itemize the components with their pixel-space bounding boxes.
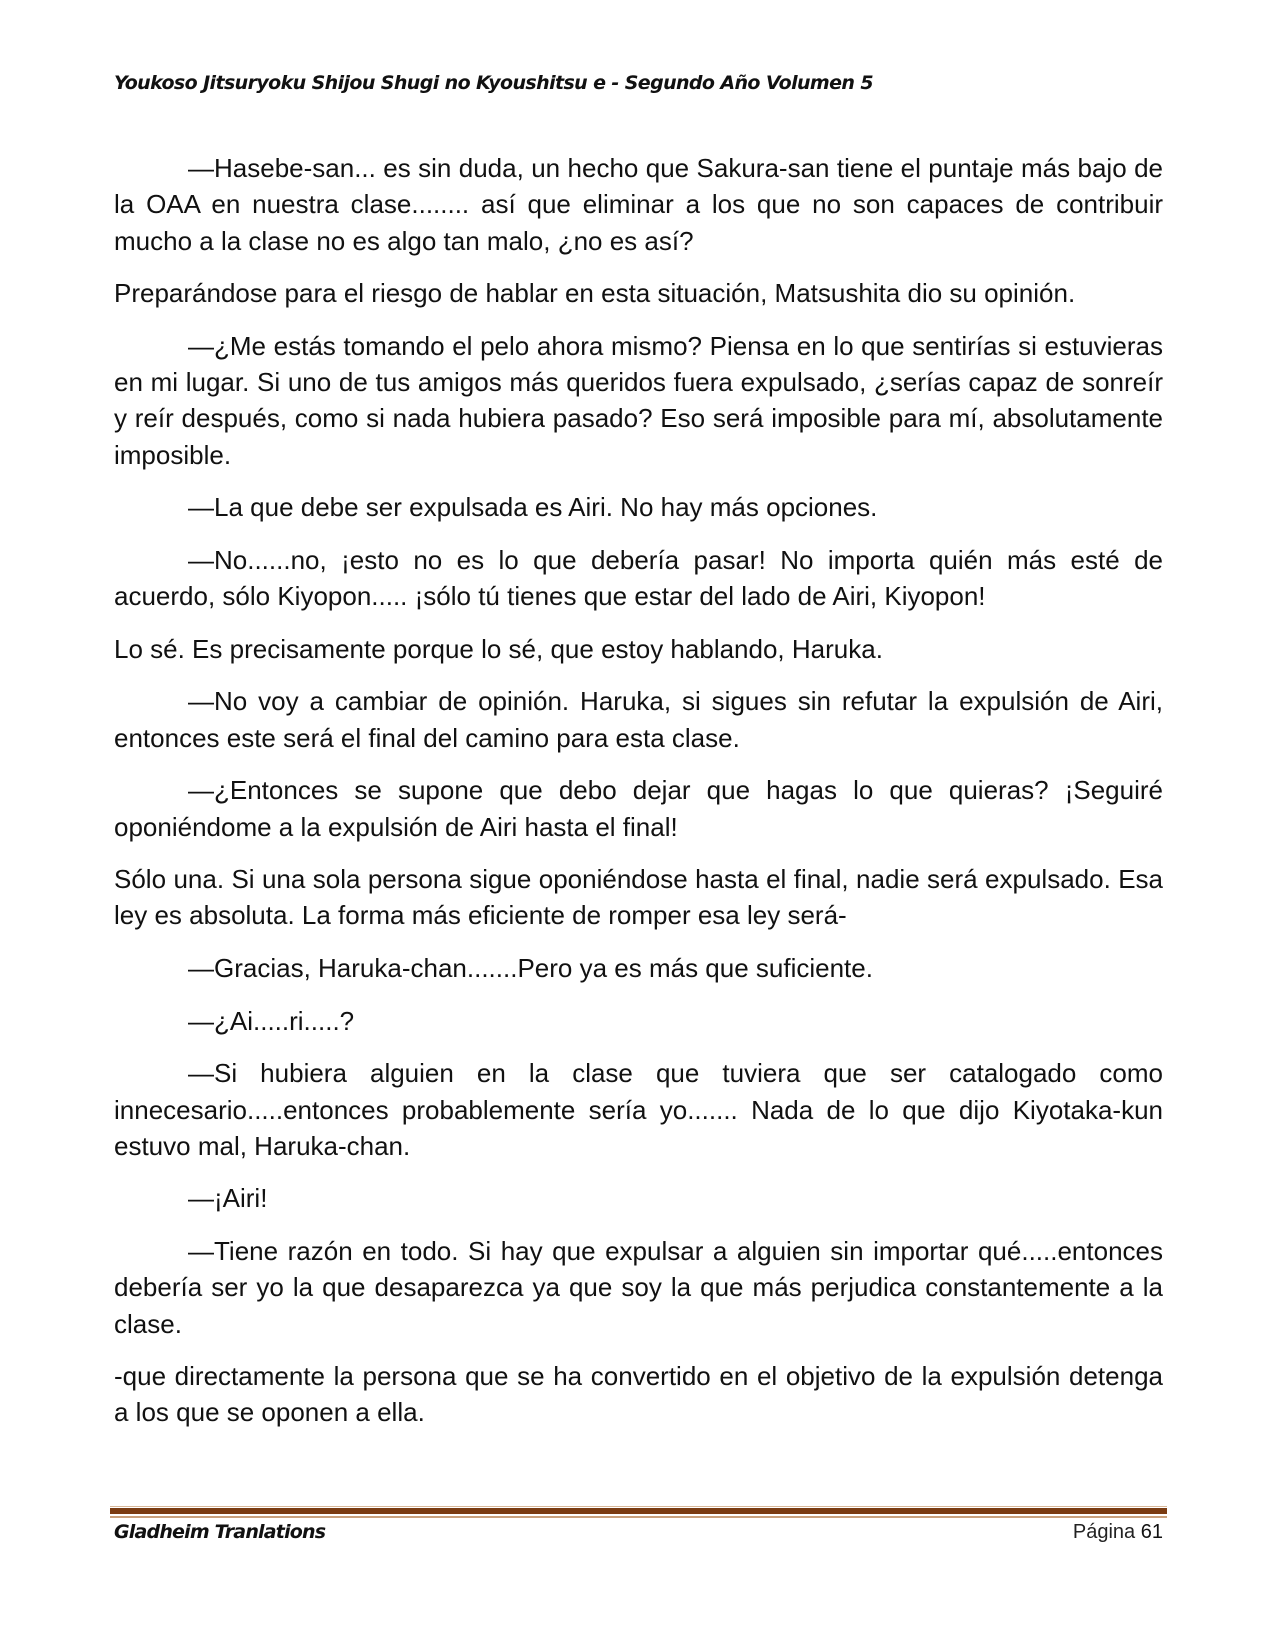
narration-paragraph: Preparándose para el riesgo de hablar en esta situación, Matsushita dio su opinión.: [114, 278, 1076, 309]
page-number: [1073, 1521, 1163, 1544]
dialogue-paragraph: —No voy a cambiar de opinión. Haruka, si sigues sin refutar la expulsión de Airi, entonces este será el final del camino para esta clase.: [114, 686, 1163, 753]
dialogue-paragraph: —La que debe ser expulsada es Airi. No hay más opciones.: [188, 492, 878, 523]
dialogue-paragraph: —¿Me estás tomando el pelo ahora mismo? Piensa en lo que sentirías si estuvieras en mi lugar. Si uno de tus amigos más queridos fuera expulsado, ¿serías capaz de sonreír y reír después, como si nada hubiera pasado? Eso será imposible para mí, absolutamente imposible.: [114, 330, 1163, 470]
dialogue-paragraph: —Tiene razón en todo. Si hay que expulsar a alguien sin importar qué.....entonces debería ser yo la que desaparezca ya que soy la que más perjudica constantemente a la clase.: [114, 1235, 1163, 1339]
page-number-value: 61: [1140, 1521, 1163, 1543]
footer-rule: [110, 1508, 1167, 1514]
dialogue-paragraph: —Si hubiera alguien en la clase que tuviera que ser catalogado como innecesario.....entonces probablemente sería yo....... Nada de lo que dijo Kiyotaka-kun estuvo mal, Haruka-chan.: [114, 1058, 1163, 1161]
dialogue-paragraph: —No......no, ¡esto no es lo que debería pasar! No importa quién más esté de acuerdo, sólo Kiyopon..... ¡sólo tú tienes que estar del lado de Airi, Kiyopon!: [114, 544, 1163, 612]
dialogue-paragraph: —Gracias, Haruka-chan.......Pero ya es más que suficiente.: [188, 953, 873, 984]
running-header: Youkoso Jitsuryoku Shijou Shugi no Kyoushitsu e - Segundo Año Volumen 5: [114, 72, 873, 94]
narration-paragraph: Lo sé. Es precisamente porque lo sé, que estoy hablando, Haruka.: [114, 633, 883, 664]
footer-rule-bottom: [110, 1516, 1167, 1518]
dialogue-paragraph: —¿Ai.....ri.....?: [188, 1005, 355, 1036]
dialogue-paragraph: —Hasebe-san... es sin duda, un hecho que Sakura-san tiene el puntaje más bajo de la OAA en nuestra clase........ así que eliminar a los que no son capaces de contribuir mucho a la clase no es algo tan malo, ¿no es así?: [114, 153, 1163, 256]
page-body: [114, 150, 1163, 1447]
dialogue-paragraph: —¿Entonces se supone que debo dejar que hagas lo que quieras? ¡Seguiré oponiéndome a la expulsión de Airi hasta el final!: [114, 775, 1163, 842]
dialogue-paragraph: —¡Airi!: [188, 1183, 268, 1214]
narration-paragraph: -que directamente la persona que se ha convertido en el objetivo de la expulsión detenga a los que se oponen a ella.: [114, 1361, 1163, 1428]
footer-rule-top: [110, 1506, 1167, 1507]
page-label: Página: [1072, 1521, 1136, 1543]
footer-translator: Gladheim Tranlations: [114, 1521, 326, 1543]
narration-paragraph: Sólo una. Si una sola persona sigue oponiéndose hasta el final, nadie será expulsado. Esa ley es absoluta. La forma más eficiente de romper esa ley será-: [114, 864, 1163, 931]
